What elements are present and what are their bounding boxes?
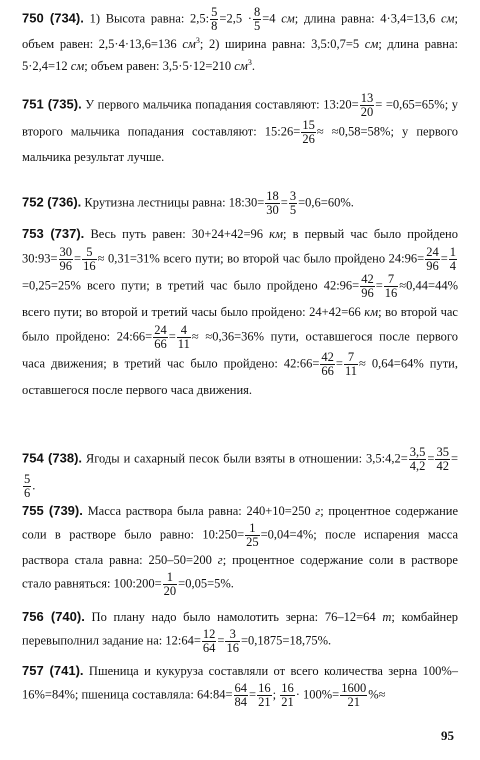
fraction: $\frac{4}{11}$ xyxy=(177,323,190,351)
fraction: $\frac{7}{16}$ xyxy=(384,272,398,300)
problem-number: 753 (737). xyxy=(22,226,85,241)
problem-754: 754 (738). Ягоды и сахарный песок были взяты в отношении: 3,5:4,2= $\frac{3,5}{4,2}$ = $\frac{35}{42}$ = $\frac{5}{6}$ . xyxy=(22,445,458,500)
problem-number: 752 (736). xyxy=(22,194,82,210)
fraction: $\frac{16}{21}$ xyxy=(258,681,271,709)
fraction: $\frac{24}{96}$ xyxy=(426,245,439,273)
fraction: $\frac{3}{16}$ xyxy=(226,627,239,655)
fraction: $\frac{24}{66}$ xyxy=(154,323,167,351)
problem-752: 752 (736). Крутизна лестницы равна: 18:30= $\frac{18}{30}$ = $\frac{3}{5}$ =0,6=60%. xyxy=(22,189,354,217)
problem-number: 755 (739). xyxy=(22,503,83,518)
fraction: $\frac{5}{8}$ xyxy=(211,5,218,33)
fraction: $\frac{1}{25}$ xyxy=(246,521,259,549)
page-number: 95 xyxy=(441,728,454,743)
fraction: $\frac{42}{66}$ xyxy=(321,350,334,378)
fraction: $\frac{1}{20}$ xyxy=(163,570,177,598)
problem-number: 750 (734). xyxy=(22,10,84,26)
problem-number: 757 (741). xyxy=(22,663,84,678)
fraction: $\frac{64}{84}$ xyxy=(234,681,248,709)
problem-number: 754 (738). xyxy=(22,450,83,466)
problem-756: 756 (740). По плану надо было намолотить зерна: 76–12=64 т; комбайнер перевыполнил задание на: 12:64= $\frac{12}{64}$ = $\frac{3}{16}$ =0,1875=18,75%. xyxy=(22,609,459,655)
problem-757: 757 (741). Пшеница и кукуруза составляли от всего количества зерна 100%–16%=84%; пшеница составляла: 64:84= $\frac{64}{84}$ = $\frac{16}{21}$ ; $\frac{16}{21}$ · 100%= $\frac{1600}{21}$ %≈ xyxy=(22,663,459,709)
fraction: $\frac{30}{96}$ xyxy=(59,245,73,273)
problem-number: 756 (740). xyxy=(22,609,85,624)
fraction: $\frac{3}{5}$ xyxy=(289,189,297,217)
fraction: $\frac{7}{11}$ xyxy=(344,350,358,378)
fraction: $\frac{15}{26}$ xyxy=(302,118,315,146)
problem-755: 755 (739). Масса раствора была равна: 240+10=250 г; процентное содержание соли в растворе было равно: 10:250= $\frac{1}{25}$ =0,04=4%; после испарения масса раствора стала равна: 250–50=200 г; процентное содержание соли в растворе стало равняться: 100:200= $\frac{1}{20}$ =0,05=5%. xyxy=(22,503,459,598)
fraction: $\frac{1}{4}$ xyxy=(449,245,456,273)
fraction: $\frac{42}{96}$ xyxy=(361,272,374,300)
fraction: $\frac{5}{16}$ xyxy=(83,245,96,273)
fraction: $\frac{1600}{21}$ xyxy=(341,681,367,709)
problem-753: 753 (737). Весь путь равен: 30+24+42=96 км; в первый час было пройдено 30:93= $\frac{30}{96}$ = $\frac{5}{16}$ ≈ 0,31=31% всего пути; во второй час было пройдено 24:96= $\frac{24}{96}$ = $\frac{1}{4}$ =0,25=25% всего пути; в третий час было пройдено 42:96= $\frac{42}{96}$ = $\frac{7}{16}$ ≈0,44=44% всего пути; во второй и третий часы было пройдено: 24+42=66 км; во второй час было пройдено: 24:66= $\frac{24}{66}$ = $\frac{4}{11}$ ≈ ≈0,36=36% пути, оставшегося после первого часа движения; в третий час было пройдено: 42:66= $\frac{42}{66}$ = $\frac{7}{11}$ ≈ 0,64=64% пути, оставшегося после первого часа движения. xyxy=(22,226,458,397)
problem-750: 750 (734). 1) Высота равна: 2,5: $\frac{5}{8}$ =2,5 · $\frac{8}{5}$ =4 см; длина равна: 4·3,4=13,6 см; объем равен: 2,5·4·13,6=136 $см^3$; 2) ширина равна: 3,5:0,7=5 см; длина равна: 5·2,4=12 см; объем равен: 3,5·5·12=210 $см^3$. xyxy=(22,5,458,73)
fraction: $\frac{12}{64}$ xyxy=(202,627,216,655)
fraction: $\frac{13}{20}$ xyxy=(360,91,374,119)
fraction: $\frac{8}{5}$ xyxy=(253,5,261,33)
fraction: $\frac{35}{42}$ xyxy=(436,445,449,473)
problem-number: 751 (735). xyxy=(22,96,82,112)
fraction: $\frac{3,5}{4,2}$ xyxy=(409,445,426,473)
fraction: $\frac{18}{30}$ xyxy=(266,189,279,217)
fraction: $\frac{5}{6}$ xyxy=(24,472,31,500)
fraction: $\frac{16}{21}$ xyxy=(281,681,294,709)
problem-751: 751 (735). У первого мальчика попадания составляют: 13:20= $\frac{13}{20}$ = =0,65=65%; у второго мальчика попадания составляют: 15:26= $\frac{15}{26}$ ≈ ≈0,58=58%; у первого мальчика результат лучше. xyxy=(22,91,458,164)
